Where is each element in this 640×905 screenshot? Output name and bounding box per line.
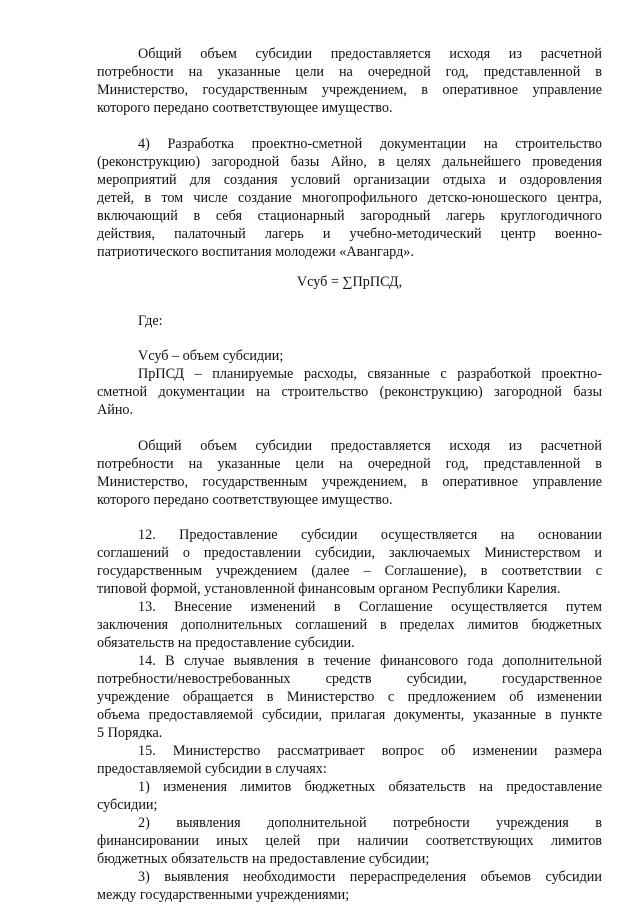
text-line: государственным учреждением (далее – Соглашение), в соответствии с [97,563,602,579]
text-line: действия, палаточный лагерь и учебно-методический центр военно- [97,226,602,242]
text-line: соглашений о предоставлении субсидии, заключаемых Министерством и [97,545,602,561]
text-line: потребности на указанные цели на очередной год, представленной в [97,64,602,80]
text-line: Общий объем субсидии предоставляется исходя из расчетной [138,46,602,62]
text-line: (реконструкцию) загородной базы Айно, в целях дальнейшего проведения [97,154,602,170]
text-line: потребности/невостребованных средств субсидии, государственное [97,671,602,687]
text-line: предоставляемой субсидии в случаях: [97,761,327,777]
text-line: субсидии; [97,797,158,813]
text-line: 12. Предоставление субсидии осуществляется на основании [138,527,602,543]
text-line: между государственными учреждениями; [97,887,350,903]
text-line: 14. В случае выявления в течение финансового года дополнительной [138,653,602,669]
text-line: типовой формой, установленной финансовым органом Республики Карелия. [97,581,561,597]
text-line: Vсуб – объем субсидии; [138,348,284,364]
text-line: которого передано соответствующее имущество. [97,100,393,116]
text-line: 5 Порядка. [97,725,163,741]
text-line: финансировании иных целей при наличии соответствующих лимитов [97,833,602,849]
text-line: 3) выявления необходимости перераспределения объемов субсидии [138,869,602,885]
text-line: Где: [138,313,163,329]
text-line: объема предоставляемой субсидии, прилагая документы, указанные в пункте [97,707,602,723]
text-line: ПрПСД – планируемые расходы, связанные с разработкой проектно- [138,366,602,382]
text-line: включающий в себя стационарный загородный лагерь круглогодичного [97,208,602,224]
text-line: патриотического воспитания молодежи «Авангард». [97,244,414,260]
text-line: бюджетных обязательств на предоставление субсидии; [97,851,430,867]
text-line: Министерство, государственным учреждением, в оперативное управление [97,474,602,490]
text-line: 2) выявления дополнительной потребности учреждения в [138,815,602,831]
text-line: мероприятий для создания условий организации отдыха и оздоровления [97,172,602,188]
text-line: 1) изменения лимитов бюджетных обязательств на предоставление [138,779,602,795]
text-line: детей, в том числе создание многопрофильного детско-юношеского центра, [97,190,602,206]
text-line: учреждение обращается в Министерство с предложением об изменении [97,689,602,705]
formula: Vсуб = ∑ПрПСД, [296,274,403,290]
text-line: 13. Внесение изменений в Соглашение осуществляется путем [138,599,602,615]
text-line: Айно. [97,402,134,418]
text-line: 15. Министерство рассматривает вопрос об изменении размера [138,743,602,759]
text-line: 4) Разработка проектно-сметной документации на строительство [138,136,602,152]
text-line: сметной документации на строительство (реконструкцию) загородной базы [97,384,602,400]
text-line: Общий объем субсидии предоставляется исходя из расчетной [138,438,602,454]
text-line: потребности на указанные цели на очередной год, представленной в [97,456,602,472]
text-line: заключения дополнительных соглашений в пределах лимитов бюджетных [97,617,602,633]
text-line: Министерство, государственным учреждением, в оперативное управление [97,82,602,98]
text-line: обязательств на предоставление субсидии. [97,635,355,651]
text-line: которого передано соответствующее имущество. [97,492,393,508]
